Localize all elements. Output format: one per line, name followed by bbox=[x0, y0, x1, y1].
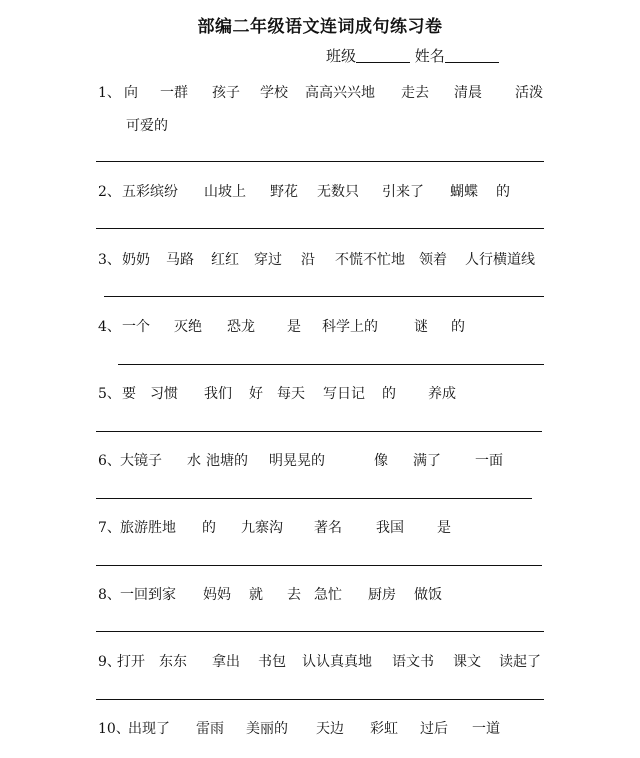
word: 打开 bbox=[117, 654, 145, 670]
item-continuation: 可爱的 bbox=[126, 118, 168, 134]
word: 孩子 bbox=[212, 85, 240, 101]
answer-line-8[interactable] bbox=[96, 631, 544, 632]
word: 像 bbox=[374, 453, 388, 469]
answer-line-1[interactable] bbox=[96, 161, 544, 162]
word: 是 bbox=[437, 520, 451, 536]
word: 养成 bbox=[428, 386, 456, 402]
item-number: 3、 bbox=[98, 252, 121, 268]
word: 谜 bbox=[414, 319, 428, 335]
answer-line-7[interactable] bbox=[96, 565, 542, 566]
word: 清晨 bbox=[454, 85, 482, 101]
word: 不慌不忙地 bbox=[335, 252, 405, 268]
word: 一回到家 bbox=[120, 587, 176, 603]
word: 向 bbox=[124, 85, 138, 101]
word: 五彩缤纷 bbox=[122, 184, 178, 200]
word: 穿过 bbox=[254, 252, 282, 268]
word: 明晃晃的 bbox=[269, 453, 325, 469]
item-number: 4、 bbox=[98, 319, 121, 335]
word: 走去 bbox=[401, 85, 429, 101]
word: 妈妈 bbox=[203, 587, 231, 603]
answer-line-5[interactable] bbox=[96, 431, 542, 432]
page-title: 部编二年级语文连词成句练习卷 bbox=[197, 17, 443, 37]
word: 水 bbox=[187, 453, 201, 469]
answer-line-3[interactable] bbox=[104, 296, 544, 297]
word: 一面 bbox=[475, 453, 503, 469]
word: 一个 bbox=[122, 319, 150, 335]
word: 的 bbox=[202, 520, 216, 536]
word: 是 bbox=[287, 319, 301, 335]
item-number: 2、 bbox=[98, 184, 121, 200]
word: 厨房 bbox=[368, 587, 396, 603]
word: 野花 bbox=[270, 184, 298, 200]
item-number: 9、 bbox=[98, 654, 121, 670]
word: 蝴蝶 bbox=[450, 184, 478, 200]
answer-line-2[interactable] bbox=[96, 228, 544, 229]
word: 天边 bbox=[316, 721, 344, 737]
word: 的 bbox=[451, 319, 465, 335]
item-number: 6、 bbox=[98, 453, 121, 469]
word: 活泼 bbox=[515, 85, 543, 101]
word: 拿出 bbox=[212, 654, 240, 670]
item-number: 8、 bbox=[98, 587, 121, 603]
word: 奶奶 bbox=[122, 252, 150, 268]
word: 雷雨 bbox=[196, 721, 224, 737]
word: 恐龙 bbox=[227, 319, 255, 335]
word: 领着 bbox=[419, 252, 447, 268]
word: 做饭 bbox=[414, 587, 442, 603]
item-number: 10、 bbox=[98, 721, 130, 737]
word: 池塘的 bbox=[206, 453, 248, 469]
word: 著名 bbox=[314, 520, 342, 536]
item-number: 5、 bbox=[98, 386, 121, 402]
word: 去 bbox=[287, 587, 301, 603]
class-blank[interactable] bbox=[356, 48, 410, 63]
word: 学校 bbox=[260, 85, 288, 101]
word: 马路 bbox=[166, 252, 194, 268]
word: 无数只 bbox=[317, 184, 359, 200]
answer-line-6[interactable] bbox=[96, 498, 532, 499]
word: 语文书 bbox=[392, 654, 434, 670]
item-number: 1、 bbox=[98, 85, 121, 101]
word: 一道 bbox=[472, 721, 500, 737]
word: 高高兴兴地 bbox=[305, 85, 375, 101]
word: 的 bbox=[496, 184, 510, 200]
word: 习惯 bbox=[150, 386, 178, 402]
word: 好 bbox=[249, 386, 263, 402]
word: 每天 bbox=[277, 386, 305, 402]
word: 东东 bbox=[159, 654, 187, 670]
word: 课文 bbox=[453, 654, 481, 670]
word: 出现了 bbox=[128, 721, 170, 737]
word: 一群 bbox=[160, 85, 188, 101]
word: 我们 bbox=[204, 386, 232, 402]
word: 山坡上 bbox=[204, 184, 246, 200]
word: 人行横道线 bbox=[465, 252, 535, 268]
class-label: 班级 bbox=[326, 47, 357, 65]
answer-line-4[interactable] bbox=[118, 364, 544, 365]
word: 大镜子 bbox=[120, 453, 162, 469]
word: 就 bbox=[249, 587, 263, 603]
word: 我国 bbox=[376, 520, 404, 536]
word: 满了 bbox=[413, 453, 441, 469]
word: 要 bbox=[122, 386, 136, 402]
word: 旅游胜地 bbox=[120, 520, 176, 536]
word: 沿 bbox=[301, 252, 315, 268]
word: 书包 bbox=[258, 654, 286, 670]
word: 急忙 bbox=[314, 587, 342, 603]
word: 科学上的 bbox=[322, 319, 378, 335]
word: 红红 bbox=[211, 252, 239, 268]
word: 灭绝 bbox=[174, 319, 202, 335]
word: 读起了 bbox=[499, 654, 541, 670]
item-number: 7、 bbox=[98, 520, 121, 536]
name-blank[interactable] bbox=[445, 48, 499, 63]
answer-line-9[interactable] bbox=[96, 699, 544, 700]
word: 美丽的 bbox=[246, 721, 288, 737]
word: 九寨沟 bbox=[241, 520, 283, 536]
name-label: 姓名 bbox=[414, 47, 445, 65]
word: 的 bbox=[382, 386, 396, 402]
student-info-row bbox=[326, 45, 499, 66]
word: 彩虹 bbox=[370, 721, 398, 737]
word: 引来了 bbox=[382, 184, 424, 200]
word: 过后 bbox=[420, 721, 448, 737]
word: 认认真真地 bbox=[302, 654, 372, 670]
word: 写日记 bbox=[323, 386, 365, 402]
